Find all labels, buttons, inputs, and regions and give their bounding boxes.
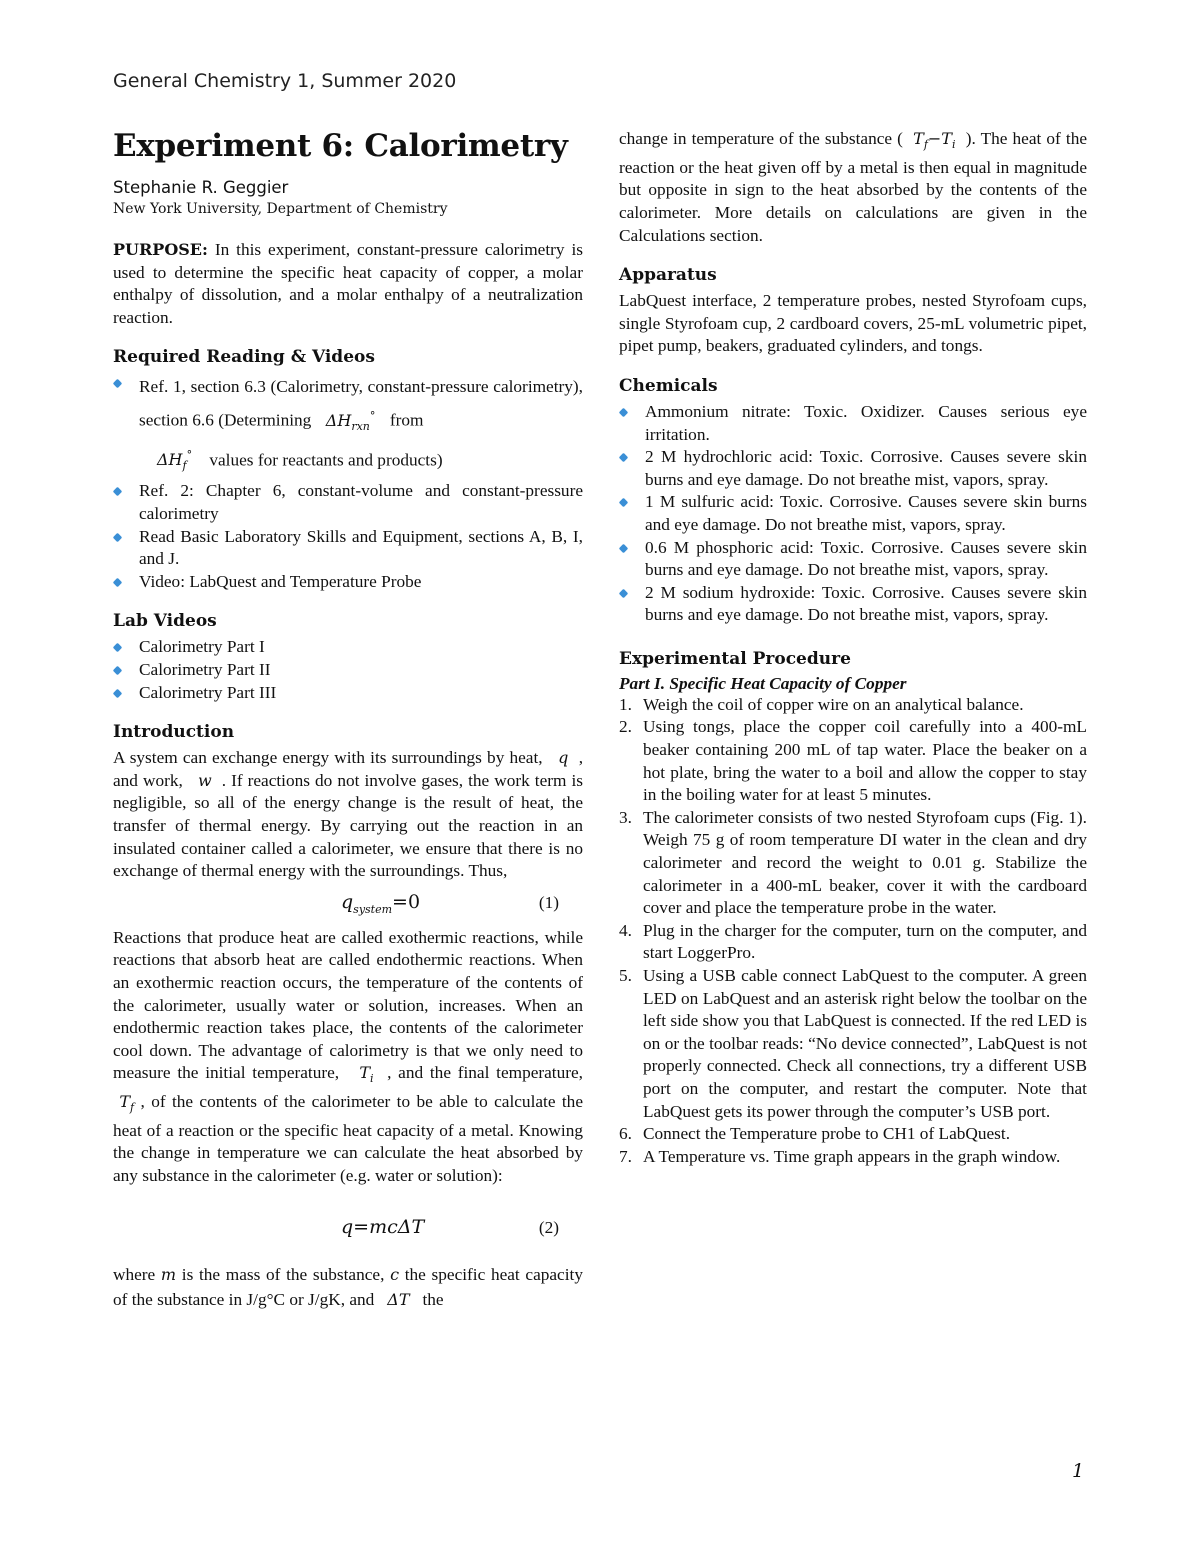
equation-1-number: (1) xyxy=(538,892,559,912)
list-item: 6. Connect the Temperature probe to CH1 of LabQuest. xyxy=(619,1124,1011,1144)
temp-change-expression: $T_f-T_i$ xyxy=(913,129,956,152)
purpose-text: In this experiment, constant-pressure calorimetry is used to determine the specific heat capacity of copper, a molar enthalpy of dissolution, and a molar enthalpy of a neutralization reaction. xyxy=(113,240,583,327)
course-header: General Chemistry 1, Summer 2020 xyxy=(113,70,457,92)
bullet-icon xyxy=(113,643,123,653)
list-item[interactable]: Calorimetry Part I xyxy=(113,636,583,659)
equation-1 xyxy=(113,889,583,919)
intro-paragraph-2: Reactions that produce heat are called exothermic reactions, while reactions that absorb heat are called endothermic reactions. When an exothermic reaction occurs, the temperature of the contents of the calorimeter, usually water or solution, increases. When an endothermic reaction takes place, the contents of the calorimeter cool down. The advantage of calorimetry is that we only need to measure the initial temperature, $T_i$ , and the final temperature, $T_f$ , of the contents of the calorimeter to be able to calculate the heat of a reaction or the specific heat capacity of a metal. Knowing the change in temperature we can calculate the heat absorbed by any substance in the calorimeter (e.g. water or solution): xyxy=(113,927,583,1186)
bullet-icon xyxy=(113,487,123,497)
final-temp-symbol: $T_f$ xyxy=(119,1092,135,1115)
page-number: 1 xyxy=(1072,1460,1085,1482)
reading-item-text: values for reactants and products) xyxy=(209,450,443,470)
chemicals-heading: Chemicals xyxy=(619,375,718,396)
list-item[interactable]: Calorimetry Part III xyxy=(113,682,583,705)
intro-continuation: change in temperature of the substance ( $T_f-T_i$ ). The heat of the reaction or the heat given off by a metal is then equal in magnitude but opposite in sign to the heat absorbed by the contents of the calorimeter. More details on calculations are given in the Calculations section. xyxy=(619,129,1088,245)
list-item: 3. The calorimeter consists of two nested Styrofoam cups (Fig. 1). Weigh 75 g of room temperature DI water in the clean and dry calorimeter and record the weight to 0.01 g. Stabilize the calorimeter in a 400-mL beaker, cover it with the cardboard cover and place the temperature probe in the water. xyxy=(619,807,1087,918)
list-item: 5. Using a USB cable connect LabQuest to the computer. A green LED on LabQuest and an asterisk right below the toolbar on the left side show you that LabQuest is connected. If the red LED is on or the toolbar reads: “No device connected”, LabQuest is not properly connected. Check all connections, try a different USB port on the computer, and restart the computer. Note that LabQuest gets its power through the computer’s USB port. xyxy=(619,966,1087,1121)
mass-symbol: m xyxy=(160,1264,177,1284)
list-item[interactable]: Calorimetry Part II xyxy=(113,659,583,682)
bullet-icon xyxy=(619,543,629,553)
list-item: 4. Plug in the charger for the computer, turn on the computer, and start LoggerPro. xyxy=(619,920,1087,963)
list-item: Read Basic Laboratory Skills and Equipment, sections A, B, I, and J. xyxy=(113,526,583,571)
bullet-icon xyxy=(619,498,629,508)
left-column xyxy=(113,126,583,1312)
delta-t-symbol: ΔT xyxy=(387,1289,410,1309)
bullet-icon xyxy=(113,578,123,588)
list-item: Ref. 2: Chapter 6, constant-volume and constant-pressure calorimetry xyxy=(113,480,583,525)
bullet-icon xyxy=(619,453,629,463)
list-item: 2 M sodium hydroxide: Toxic. Corrosive. Causes severe skin burns and eye damage. Do not breathe mist, vapors, spray. xyxy=(619,582,1087,627)
heat-symbol: q xyxy=(558,748,569,768)
intro-paragraph-1: A system can exchange energy with its surroundings by heat, q , and work, w . If reactions do not involve gases, the work term is negligible, so all of the energy change is the result of heat, the transfer of thermal energy. By carrying out the reaction in an insulated container called a calorimeter, we ensure that there is no exchange of thermal energy with the surroundings. Thus, xyxy=(113,748,584,881)
introduction-heading: Introduction xyxy=(113,722,235,743)
equation-1-expression: $q_{system}=0$ xyxy=(341,890,421,916)
bullet-icon xyxy=(619,408,629,418)
apparatus-text: LabQuest interface, 2 temperature probes, nested Styrofoam cups, single Styrofoam cup, 2 cardboard covers, 25-mL volumetric pipet, pipet pump, beakers, graduated cylinders, and tongs. xyxy=(619,291,1087,356)
list-item: 0.6 M phosphoric acid: Toxic. Corrosive. Causes severe skin burns and eye damage. Do not breathe mist, vapors, spray. xyxy=(619,537,1087,582)
list-item: 2 M hydrochloric acid: Toxic. Corrosive. Causes severe skin burns and eye damage. Do not breathe mist, vapors, spray. xyxy=(619,446,1087,491)
initial-temp-symbol: $T_i$ xyxy=(359,1063,374,1086)
list-item xyxy=(113,372,583,480)
bullet-icon xyxy=(619,588,629,598)
reading-item-text: Ref. 1, section 6.3 (Calorimetry, constant-pressure calorimetry), section 6.6 (Determining xyxy=(139,377,583,430)
lab-videos-list xyxy=(113,636,583,704)
delta-h-rxn-symbol: $\Delta H_{rxn}^\circ$ xyxy=(325,409,376,433)
apparatus-heading: Apparatus xyxy=(619,265,717,286)
list-item: 1 M sulfuric acid: Toxic. Corrosive. Causes severe skin burns and eye damage. Do not breathe mist, vapors, spray. xyxy=(619,491,1087,536)
reading-list xyxy=(113,372,583,593)
page-title: Experiment 6: Calorimetry xyxy=(113,128,568,164)
author-name: Stephanie R. Geggier xyxy=(113,178,289,197)
equation-2 xyxy=(113,1214,583,1244)
bullet-icon xyxy=(113,666,123,676)
work-symbol: w xyxy=(197,770,212,790)
list-item: 7. A Temperature vs. Time graph appears in the graph window. xyxy=(619,1146,1061,1166)
right-column xyxy=(619,128,1087,1168)
purpose-paragraph xyxy=(113,239,583,329)
bullet-icon xyxy=(113,379,123,389)
purpose-label: PURPOSE: xyxy=(113,240,208,259)
reading-item-text: from xyxy=(389,410,424,430)
equation-2-number: (2) xyxy=(538,1217,559,1237)
procedure-heading: Experimental Procedure xyxy=(619,648,851,669)
intro-paragraph-3: where m is the mass of the substance, c the specific heat capacity of the substance in J/g°C or J/gK, and ΔT the xyxy=(113,1264,583,1309)
procedure-steps xyxy=(619,694,1087,1168)
equation-2-expression: q=mcΔT xyxy=(341,1215,425,1238)
chemicals-list xyxy=(619,401,1087,627)
specific-heat-symbol: c xyxy=(390,1264,400,1284)
delta-h-f-symbol: $\Delta H_f^\circ$ xyxy=(157,448,193,473)
list-item: 2. Using tongs, place the copper coil carefully into a 400-mL beaker containing 200 mL of tap water. Place the beaker on a hot plate, bring the water to a boil and allow the copper to stay in the boiling water for at least 5 minutes. xyxy=(619,717,1087,805)
list-item: 1. Weigh the coil of copper wire on an analytical balance. xyxy=(619,694,1024,714)
affiliation: New York University, Department of Chemistry xyxy=(113,201,448,217)
reading-heading: Required Reading & Videos xyxy=(113,347,375,368)
bullet-icon xyxy=(113,532,123,542)
bullet-icon xyxy=(113,688,123,698)
part-1-heading: Part I. Specific Heat Capacity of Copper xyxy=(619,673,907,693)
list-item: Ammonium nitrate: Toxic. Oxidizer. Causes serious eye irritation. xyxy=(619,401,1087,446)
lab-videos-heading: Lab Videos xyxy=(113,611,217,632)
list-item: Video: LabQuest and Temperature Probe xyxy=(113,571,583,594)
